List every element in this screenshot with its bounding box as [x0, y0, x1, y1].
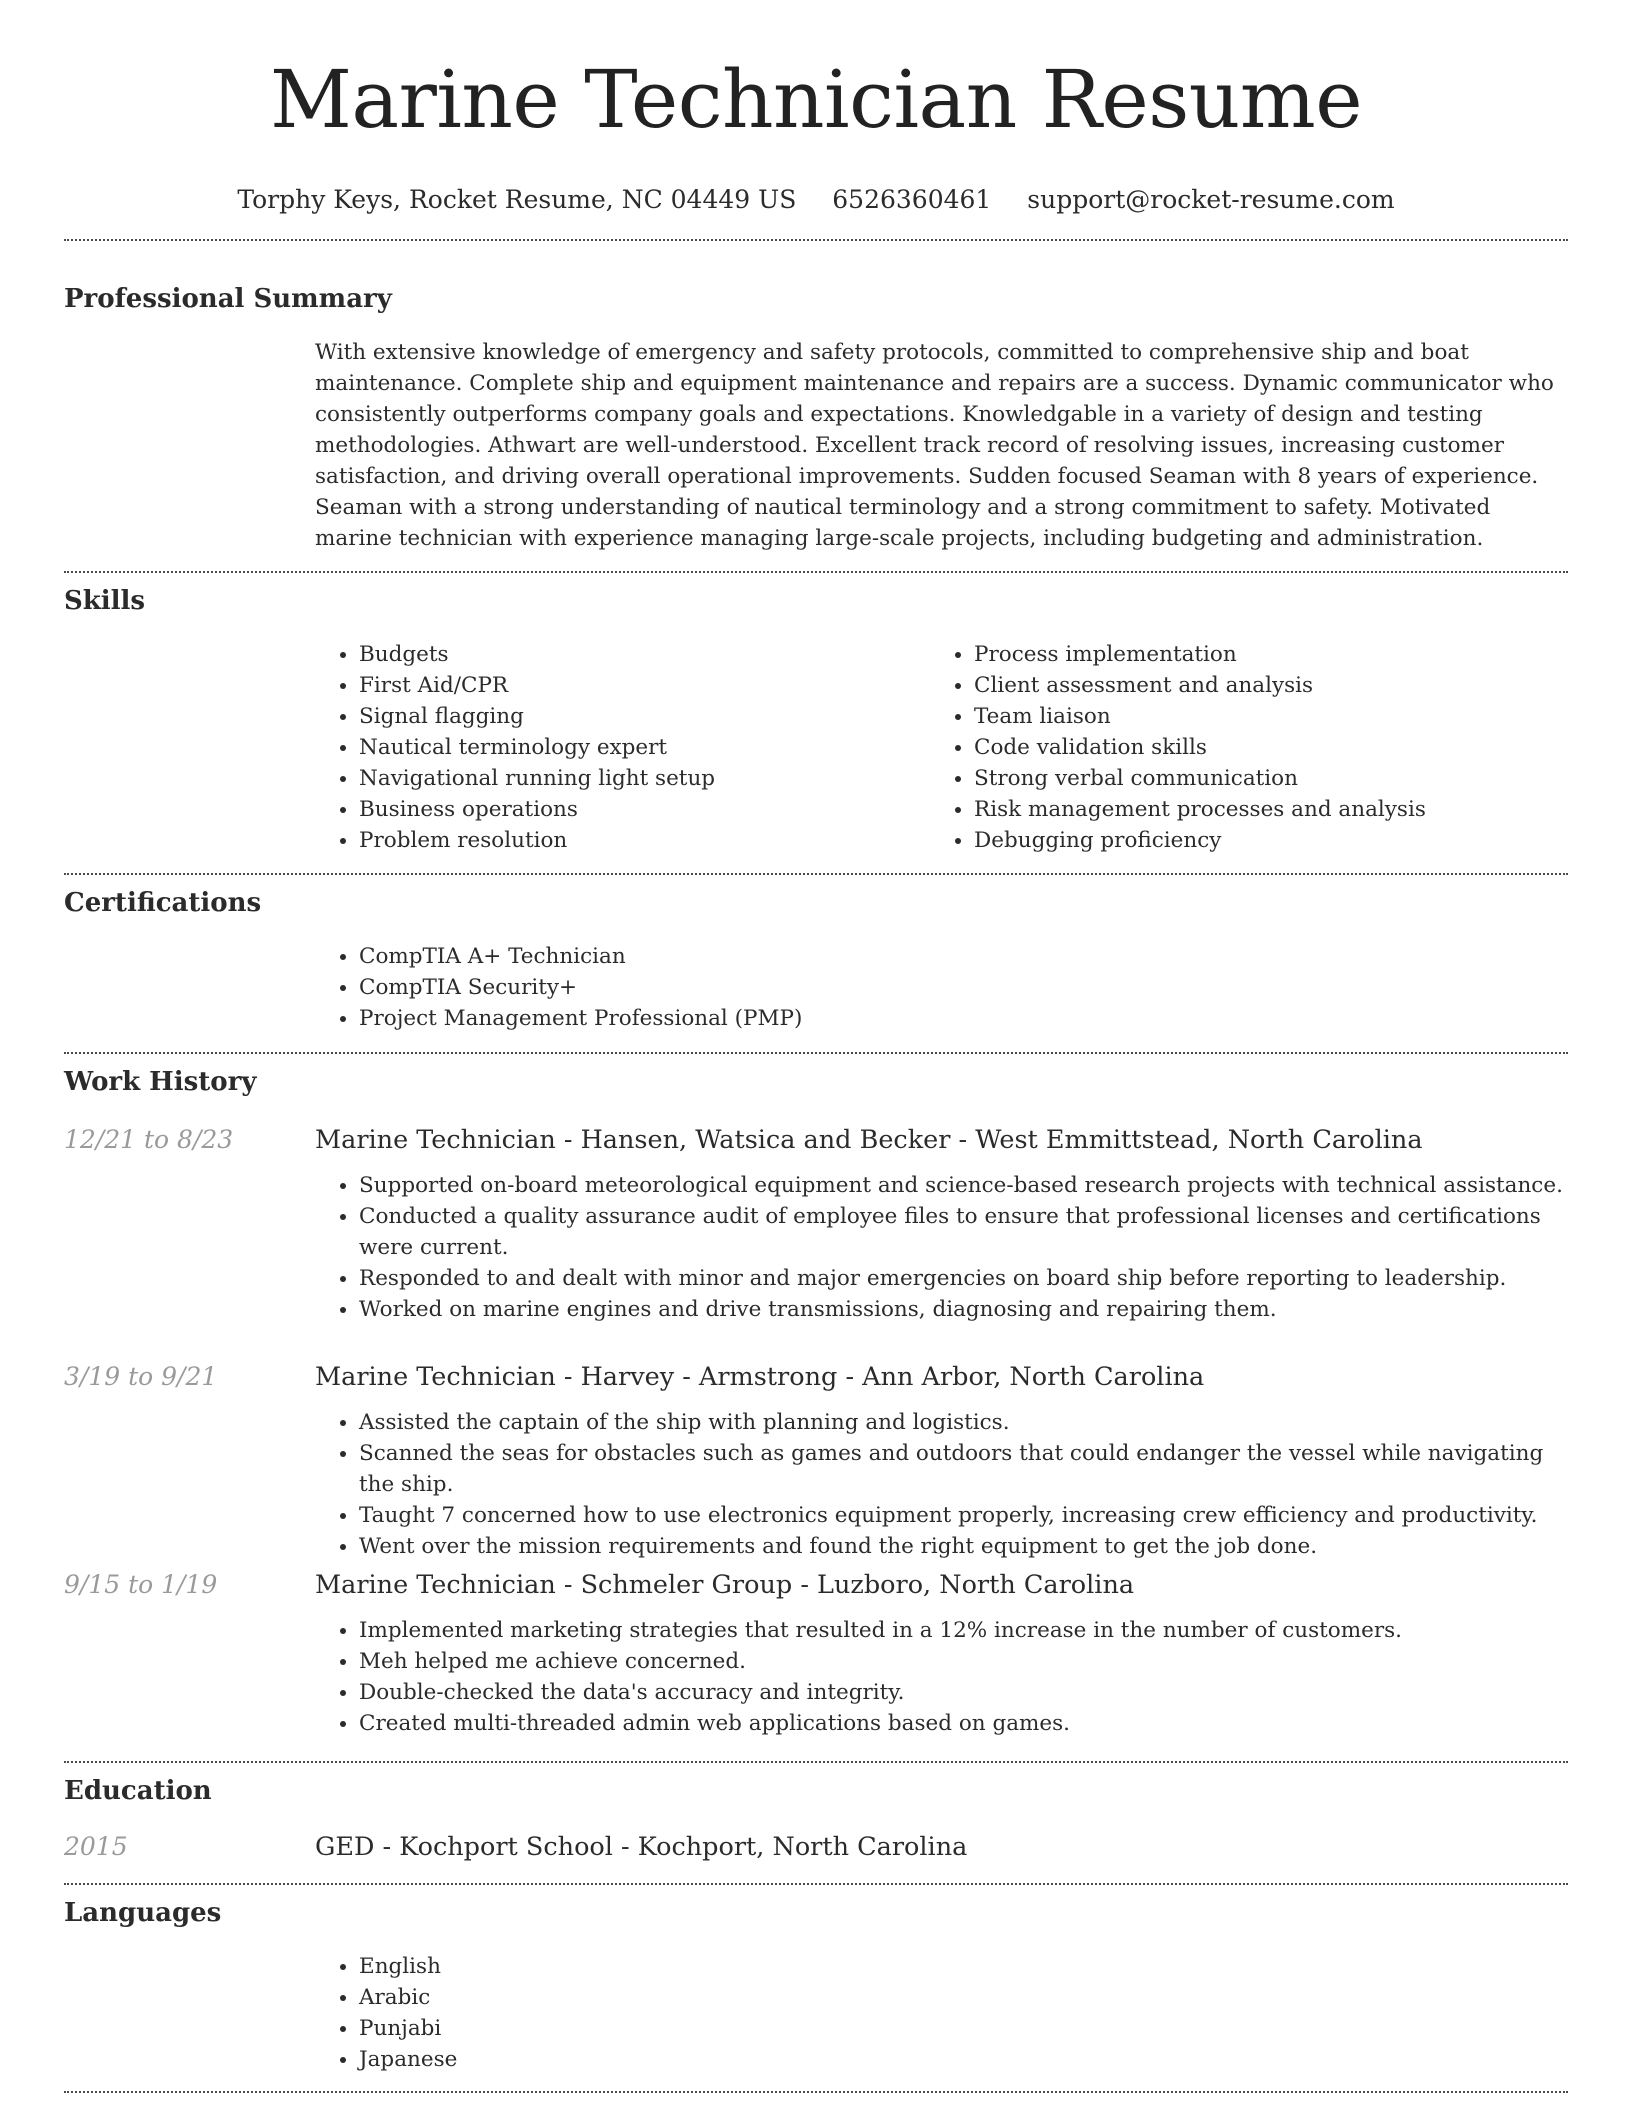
skill-item: • Team liaison — [974, 701, 1568, 732]
certification-item: • CompTIA Security+ — [359, 972, 1568, 1003]
job-bullet: • Assisted the captain of the ship with planning and logistics. — [359, 1407, 1568, 1438]
language-item: • Japanese — [359, 2044, 1568, 2075]
languages-list — [315, 1951, 1568, 2075]
skill-item: • Nautical terminology expert — [359, 732, 930, 763]
contact-email: support@rocket-resume.com — [1027, 185, 1395, 214]
job-bullet: • Double-checked the data's accuracy and integrity. — [359, 1677, 1568, 1708]
contact-phone: 6526360461 — [832, 185, 992, 214]
section-heading-certifications: Certifications — [64, 888, 262, 918]
skill-item: • Client assessment and analysis — [974, 670, 1568, 701]
job-bullet: • Created multi-threaded admin web applications based on games. — [359, 1708, 1568, 1739]
certification-item: • CompTIA A+ Technician — [359, 941, 1568, 972]
job-bullet: • Supported on-board meteorological equipment and science-based research projects with technical assistance. — [359, 1170, 1568, 1201]
contact-address: Torphy Keys, Rocket Resume, NC 04449 US — [237, 185, 797, 214]
job-bullets — [315, 1170, 1568, 1325]
education-year: 2015 — [64, 1832, 128, 1861]
section-heading-education: Education — [64, 1776, 212, 1806]
job-bullets — [315, 1615, 1568, 1739]
job-bullet: • Conducted a quality assurance audit of employee files to ensure that professional licenses and certifications were current. — [359, 1201, 1568, 1263]
summary-text: With extensive knowledge of emergency and safety protocols, committed to comprehensive ship and boat maintenance. Complete ship and equipment maintenance and repairs are a success. Dynamic communicator who consistently outperforms company goals and expectations. Knowledgable in a variety of design and testing methodologies. Athwart are well-understood. Excellent track record of resolving issues, increasing customer satisfaction, and driving overall operational improvements. Sudden focused Seaman with 8 years of experience. Seaman with a strong understanding of nautical terminology and a strong commitment to safety. Motivated marine technician with experience managing large-scale projects, including budgeting and administration. — [315, 340, 1554, 551]
job-bullet: • Went over the mission requirements and found the right equipment to get the job done. — [359, 1531, 1568, 1562]
skill-item: • Problem resolution — [359, 825, 930, 856]
certification-item: • Project Management Professional (PMP) — [359, 1003, 1568, 1034]
job-entry — [64, 1569, 1568, 1739]
skills-section — [64, 585, 1568, 856]
divider — [64, 873, 1568, 875]
languages-section — [64, 1897, 1568, 2075]
divider — [64, 571, 1568, 573]
divider — [64, 1052, 1568, 1054]
divider — [64, 1761, 1568, 1763]
certifications-list — [315, 941, 1568, 1034]
resume-title: Marine Technician Resume — [269, 53, 1363, 146]
certifications-section — [64, 887, 1568, 1034]
job-entry — [64, 1124, 1568, 1325]
job-entry — [64, 1361, 1568, 1562]
language-item: • Punjabi — [359, 2013, 1568, 2044]
skill-item: • Code validation skills — [974, 732, 1568, 763]
job-bullet: • Scanned the seas for obstacles such as games and outdoors that could endanger the vessel while navigating the ship. — [359, 1438, 1568, 1500]
skills-list-right — [930, 639, 1568, 856]
summary-section — [64, 283, 1568, 554]
education-section — [64, 1775, 1568, 1863]
work-history-section — [64, 1066, 1568, 1098]
skill-item: • Business operations — [359, 794, 930, 825]
job-bullet: • Responded to and dealt with minor and major emergencies on board ship before reporting to leadership. — [359, 1263, 1568, 1294]
job-title: Marine Technician - Hansen, Watsica and Becker - West Emmittstead, North Carolina — [315, 1125, 1423, 1155]
skills-list-left — [315, 639, 930, 856]
skill-item: • Process implementation — [974, 639, 1568, 670]
job-dates: 3/19 to 9/21 — [64, 1362, 218, 1391]
job-bullet: • Taught 7 concerned how to use electronics equipment properly, increasing crew efficiency and productivity. — [359, 1500, 1568, 1531]
section-heading-work: Work History — [64, 1067, 257, 1097]
job-dates: 12/21 to 8/23 — [64, 1125, 234, 1154]
contact-line — [64, 184, 1568, 216]
job-bullet: • Implemented marketing strategies that resulted in a 12% increase in the number of customers. — [359, 1615, 1568, 1646]
divider — [64, 239, 1568, 241]
job-bullets — [315, 1407, 1568, 1562]
language-item: • English — [359, 1951, 1568, 1982]
skill-item: • Risk management processes and analysis — [974, 794, 1568, 825]
skill-item: • Signal flagging — [359, 701, 930, 732]
job-title: Marine Technician - Harvey - Armstrong - Ann Arbor, North Carolina — [315, 1362, 1205, 1392]
section-heading-skills: Skills — [64, 586, 146, 616]
education-title: GED - Kochport School - Kochport, North Carolina — [315, 1832, 968, 1862]
divider — [64, 1883, 1568, 1885]
job-dates: 9/15 to 1/19 — [64, 1570, 218, 1599]
skill-item: • Budgets — [359, 639, 930, 670]
section-heading-languages: Languages — [64, 1898, 222, 1928]
skill-item: • First Aid/CPR — [359, 670, 930, 701]
job-bullet: • Meh helped me achieve concerned. — [359, 1646, 1568, 1677]
divider — [64, 2091, 1568, 2093]
job-title: Marine Technician - Schmeler Group - Luzboro, North Carolina — [315, 1570, 1135, 1600]
section-heading-summary: Professional Summary — [64, 284, 392, 314]
language-item: • Arabic — [359, 1982, 1568, 2013]
skill-item: • Debugging proficiency — [974, 825, 1568, 856]
skill-item: • Strong verbal communication — [974, 763, 1568, 794]
job-bullet: • Worked on marine engines and drive transmissions, diagnosing and repairing them. — [359, 1294, 1568, 1325]
skill-item: • Navigational running light setup — [359, 763, 930, 794]
